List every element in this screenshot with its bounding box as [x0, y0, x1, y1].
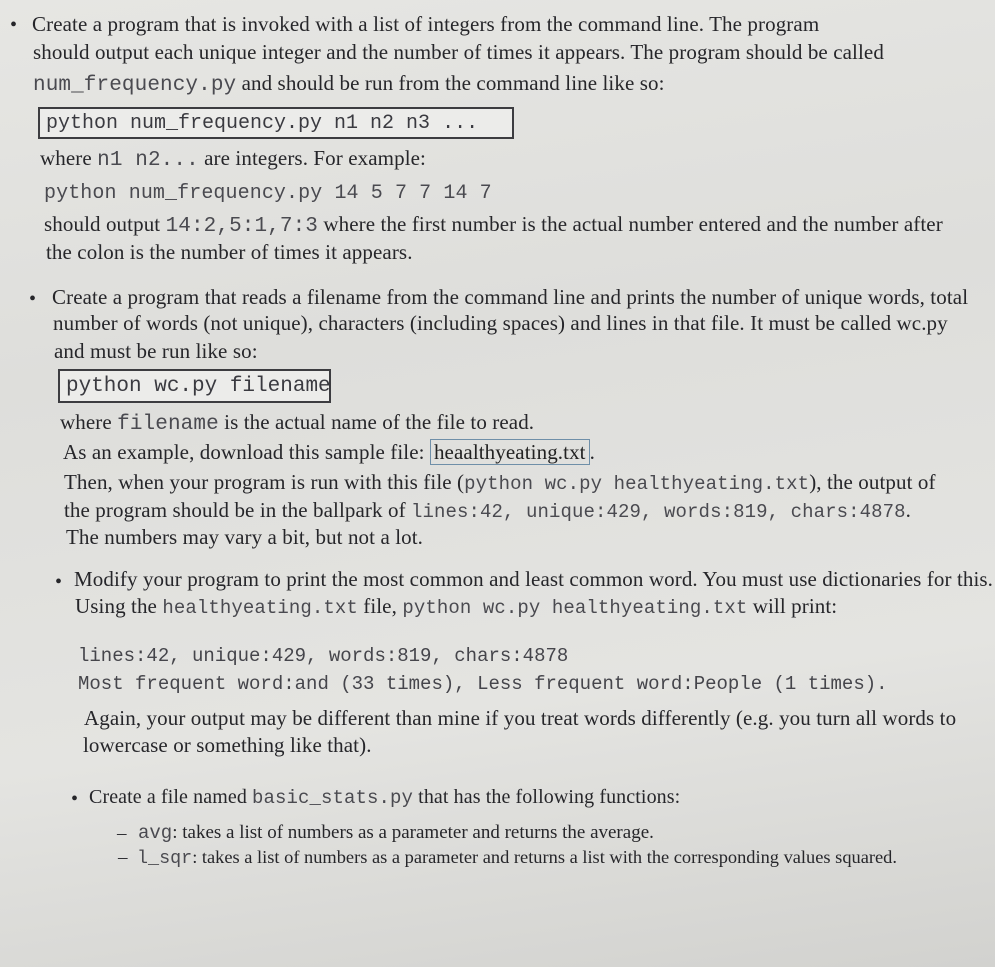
bullet-icon: •	[29, 288, 37, 310]
item1-line2: should output each unique integer and the number of times it appears. The program should be called	[33, 40, 884, 64]
item2-then: Then, when your program is run with this file (python wc.py healthyeating.txt), the output of	[64, 470, 936, 495]
item1-line1: Create a program that is invoked with a list of integers from the command line. The program	[32, 12, 820, 36]
bullet-icon: •	[71, 788, 79, 810]
filename-code: num_frequency.py	[33, 74, 237, 97]
item1-line3: num_frequency.py and should be run from the command line like so:	[33, 71, 665, 97]
item3-line1: Modify your program to print the most common and least common word. You must use dictionaries for this.	[74, 567, 994, 591]
item3-again2: lowercase or something like that).	[83, 733, 372, 757]
wc-usage-box: python wc.py filename	[58, 369, 331, 403]
output-line1: lines:42, unique:429, words:819, chars:4878	[78, 645, 569, 667]
item2-line1: Create a program that reads a filename from the command line and prints the number of unique words, total	[52, 285, 969, 309]
fn-l-sqr: l_sqr: takes a list of numbers as a parameter and returns a list with the corresponding values squared.	[137, 847, 897, 869]
item2-ballpark: the program should be in the ballpark of lines:42, unique:429, words:819, chars:4878.	[64, 498, 911, 523]
item2-vary: The numbers may vary a bit, but not a lot.	[66, 525, 424, 549]
fn-avg: avg: takes a list of numbers as a parameter and returns the average.	[138, 822, 654, 844]
item2-download: As an example, download this sample file: heaalthyeating.txt .	[63, 440, 595, 464]
dash-icon: –	[117, 823, 127, 844]
bullet-icon: •	[10, 14, 18, 36]
item1-example: python num_frequency.py 14 5 7 7 14 7	[44, 182, 492, 205]
output-line2: Most frequent word:and (33 times), Less frequent word:People (1 times).	[78, 673, 888, 695]
item3-again1: Again, your output may be different than mine if you treat words differently (e.g. you turn all words to	[84, 706, 957, 730]
item2-where: where filename is the actual name of the file to read.	[60, 410, 535, 436]
item1-output: should output 14:2,5:1,7:3 where the first number is the actual number entered and the number after	[44, 212, 943, 238]
item4-line: Create a file named basic_stats.py that has the following functions:	[89, 786, 681, 809]
item3-using: Using the healthyeating.txt file, python wc.py healthyeating.txt will print:	[75, 594, 838, 619]
item1-where: where n1 n2... are integers. For example:	[40, 146, 426, 172]
bullet-icon: •	[55, 571, 63, 593]
usage-box: python num_frequency.py n1 n2 n3 ...	[38, 107, 514, 139]
sample-file-link[interactable]: heaalthyeating.txt	[430, 439, 590, 465]
dash-icon: –	[118, 847, 128, 868]
item2-line2: number of words (not unique), characters (including spaces) and lines in that file. It must be called wc.py	[53, 311, 948, 335]
item2-line3: and must be run like so:	[54, 339, 258, 363]
item1-line-last: the colon is the number of times it appears.	[46, 240, 413, 264]
